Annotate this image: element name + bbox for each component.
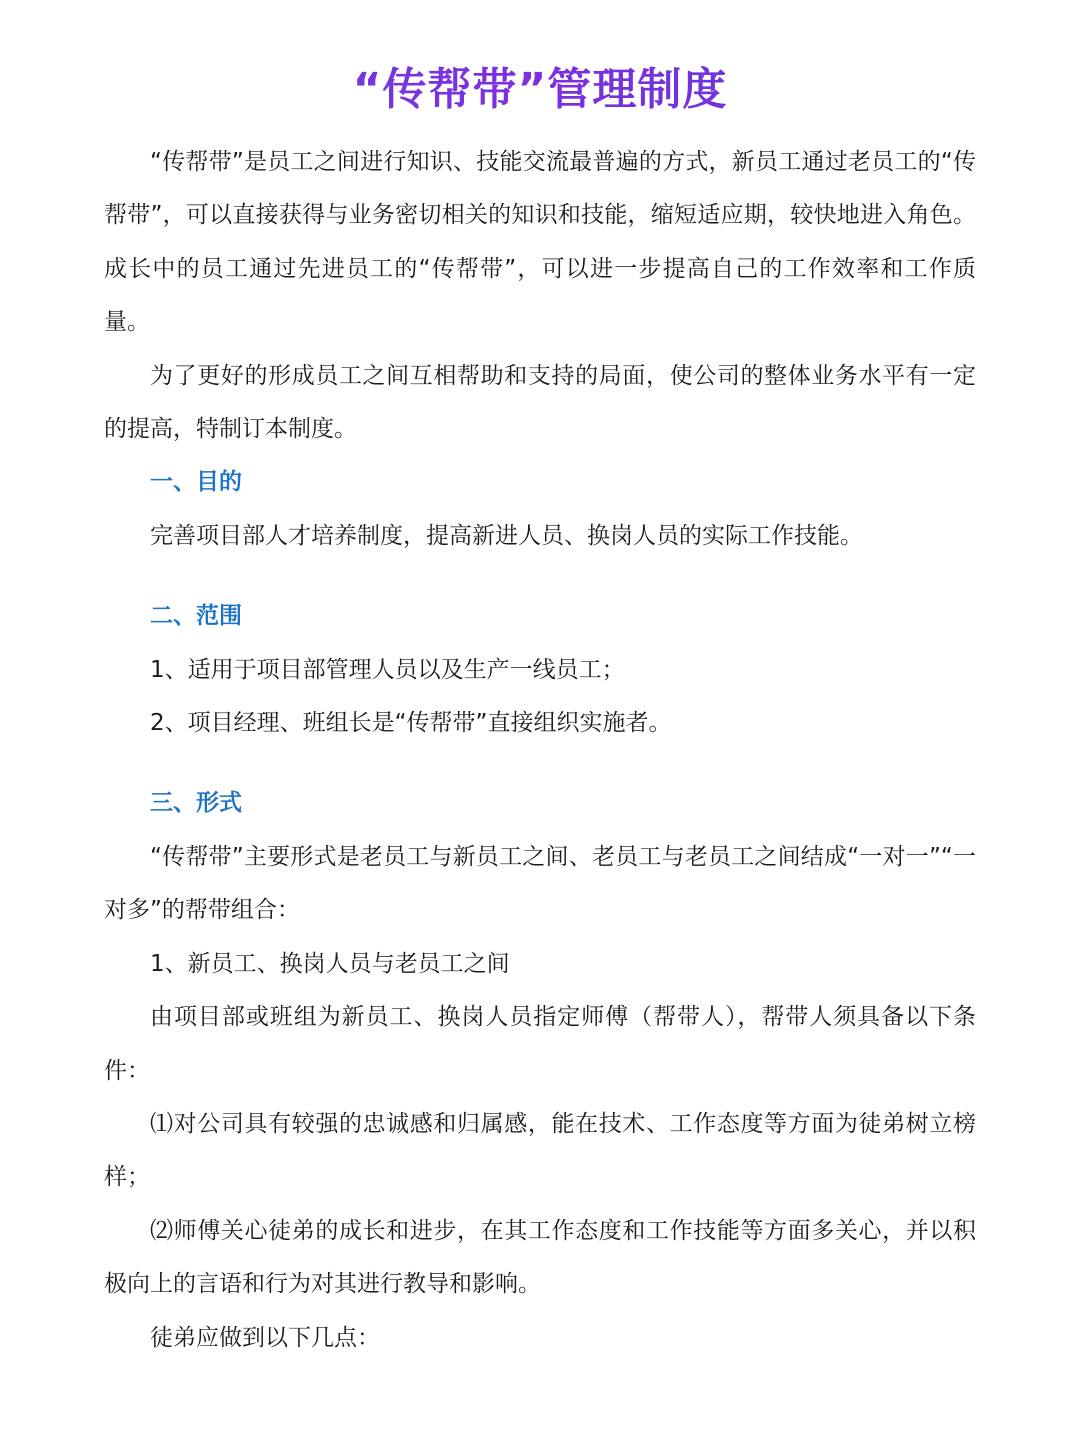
form-paragraph-2: 由项目部或班组为新员工、换岗人员指定师傅（帮带人），帮带人须具备以下条件： [104, 1004, 976, 1084]
spacer [104, 750, 976, 777]
purpose-body: 完善项目部人才培养制度，提高新进人员、换岗人员的实际工作技能。 [150, 522, 863, 549]
section-heading-form: 三、形式 [150, 790, 242, 817]
form-paragraph-3: 徒弟应做到以下几点： [150, 1324, 380, 1351]
scope-item-2: 2、项目经理、班组长是“传帮带”直接组织实施者。 [150, 710, 672, 737]
scope-item-1: 1、适用于项目部管理人员以及生产一线员工； [150, 656, 625, 683]
intro-paragraph-2: 为了更好的形成员工之间互相帮助和支持的局面，使公司的整体业务水平有一定的提高，特制订本制度。 [104, 362, 976, 443]
document-title: “传帮带”管理制度 [104, 58, 976, 122]
section-heading-scope: 二、范围 [150, 603, 242, 630]
form-subheading-1: 1、新员工、换岗人员与老员工之间 [150, 950, 510, 977]
section-heading-purpose: 一、目的 [150, 469, 242, 496]
form-condition-2: ⑵师傅关心徒弟的成长和进步，在其工作态度和工作技能等方面多关心，并以积极向上的言语和行为对其进行教导和影响。 [104, 1217, 976, 1298]
form-condition-1: ⑴对公司具有较强的忠诚感和归属感，能在技术、工作态度等方面为徒弟树立榜样； [104, 1110, 976, 1191]
intro-paragraph-1: “传帮带”是员工之间进行知识、技能交流最普遍的方式，新员工通过老员工的“传帮带”，可以直接获得与业务密切相关的知识和技能，缩短适应期，较快地进入角色。成长中的员工通过先进员工的“传帮带”，可以进一步提高自己的工作效率和工作质量。 [104, 149, 976, 336]
form-paragraph-1: “传帮带”主要形式是老员工与新员工之间、老员工与老员工之间结成“一对一”“一对多”的帮带组合： [104, 843, 976, 924]
spacer [104, 563, 976, 590]
